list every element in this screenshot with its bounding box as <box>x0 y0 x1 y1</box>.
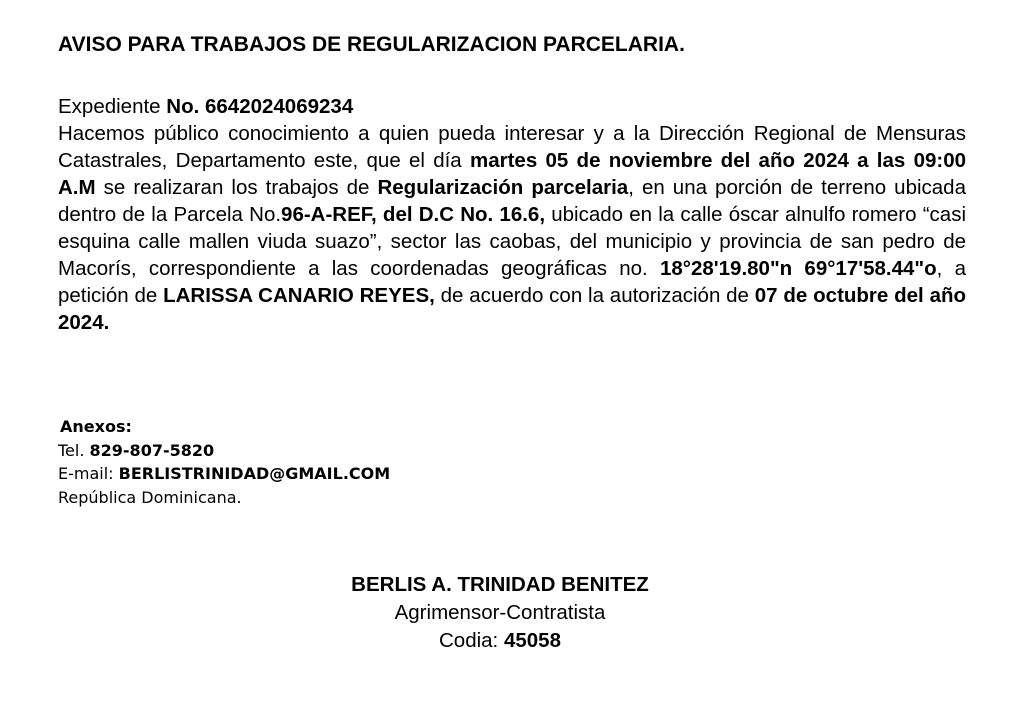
email-line <box>58 462 390 486</box>
paragraph-text-7: . <box>103 311 110 334</box>
authorization-date: 07 de octubre del año 2024 <box>58 284 967 334</box>
signer-name: BERLIS A. TRINIDAD BENITEZ <box>351 573 649 596</box>
phone-line <box>58 439 390 463</box>
notice-paragraph <box>58 120 966 336</box>
expediente-line <box>58 93 966 120</box>
signature-block <box>300 571 700 655</box>
work-type: Regularización parcelaria <box>377 176 629 199</box>
anexos-label: Anexos: <box>60 417 132 436</box>
email-label: E-mail: <box>58 464 119 483</box>
notice-body <box>58 93 966 336</box>
requester-name: LARISSA CANARIO REYES, <box>163 284 435 307</box>
country-line: República Dominicana. <box>58 487 242 507</box>
paragraph-text-6: de acuerdo con la autorización de <box>434 284 755 307</box>
work-date-time: martes 05 de noviembre del año 2024 a las 09:00 A.M <box>58 149 966 199</box>
expediente-number: No. 6642024069234 <box>166 95 354 118</box>
expediente-label: Expediente <box>58 95 167 118</box>
paragraph-text-5: , a petición de <box>58 257 966 307</box>
codia-label: Codia: <box>439 629 504 652</box>
email-address: BERLISTRINIDAD@GMAIL.COM <box>118 464 391 483</box>
signer-role: Agrimensor-Contratista <box>394 601 606 624</box>
paragraph-text-4: ubicado en la calle óscar alnulfo romero “casi esquina calle mallen viuda suazo”, sector las caobas, del municipio y provincia de san pedro de Macorís, correspondiente a las coordenadas geográficas no. <box>58 203 967 280</box>
codia-line <box>300 627 700 655</box>
codia-number: 45058 <box>503 629 561 652</box>
phone-number: 829-807-5820 <box>89 440 215 460</box>
parcel-id: 96-A-REF, del D.C No. 16.6, <box>281 203 546 226</box>
paragraph-text-1: Hacemos público conocimiento a quien pueda interesar y a la Dirección Regional de Mensuras Catastrales, Departamento este, que el día <box>58 122 966 172</box>
paragraph-text-2: se realizaran los trabajos de <box>95 176 378 199</box>
notice-title: AVISO PARA TRABAJOS DE REGULARIZACION PARCELARIA. <box>58 33 685 56</box>
phone-label: Tel. <box>58 440 90 460</box>
paragraph-text-3: , en una porción de terreno ubicada dentro de la Parcela No. <box>58 176 966 226</box>
geo-coordinates: 18°28'19.80"n 69°17'58.44"o <box>659 257 937 280</box>
contact-block <box>58 415 390 509</box>
